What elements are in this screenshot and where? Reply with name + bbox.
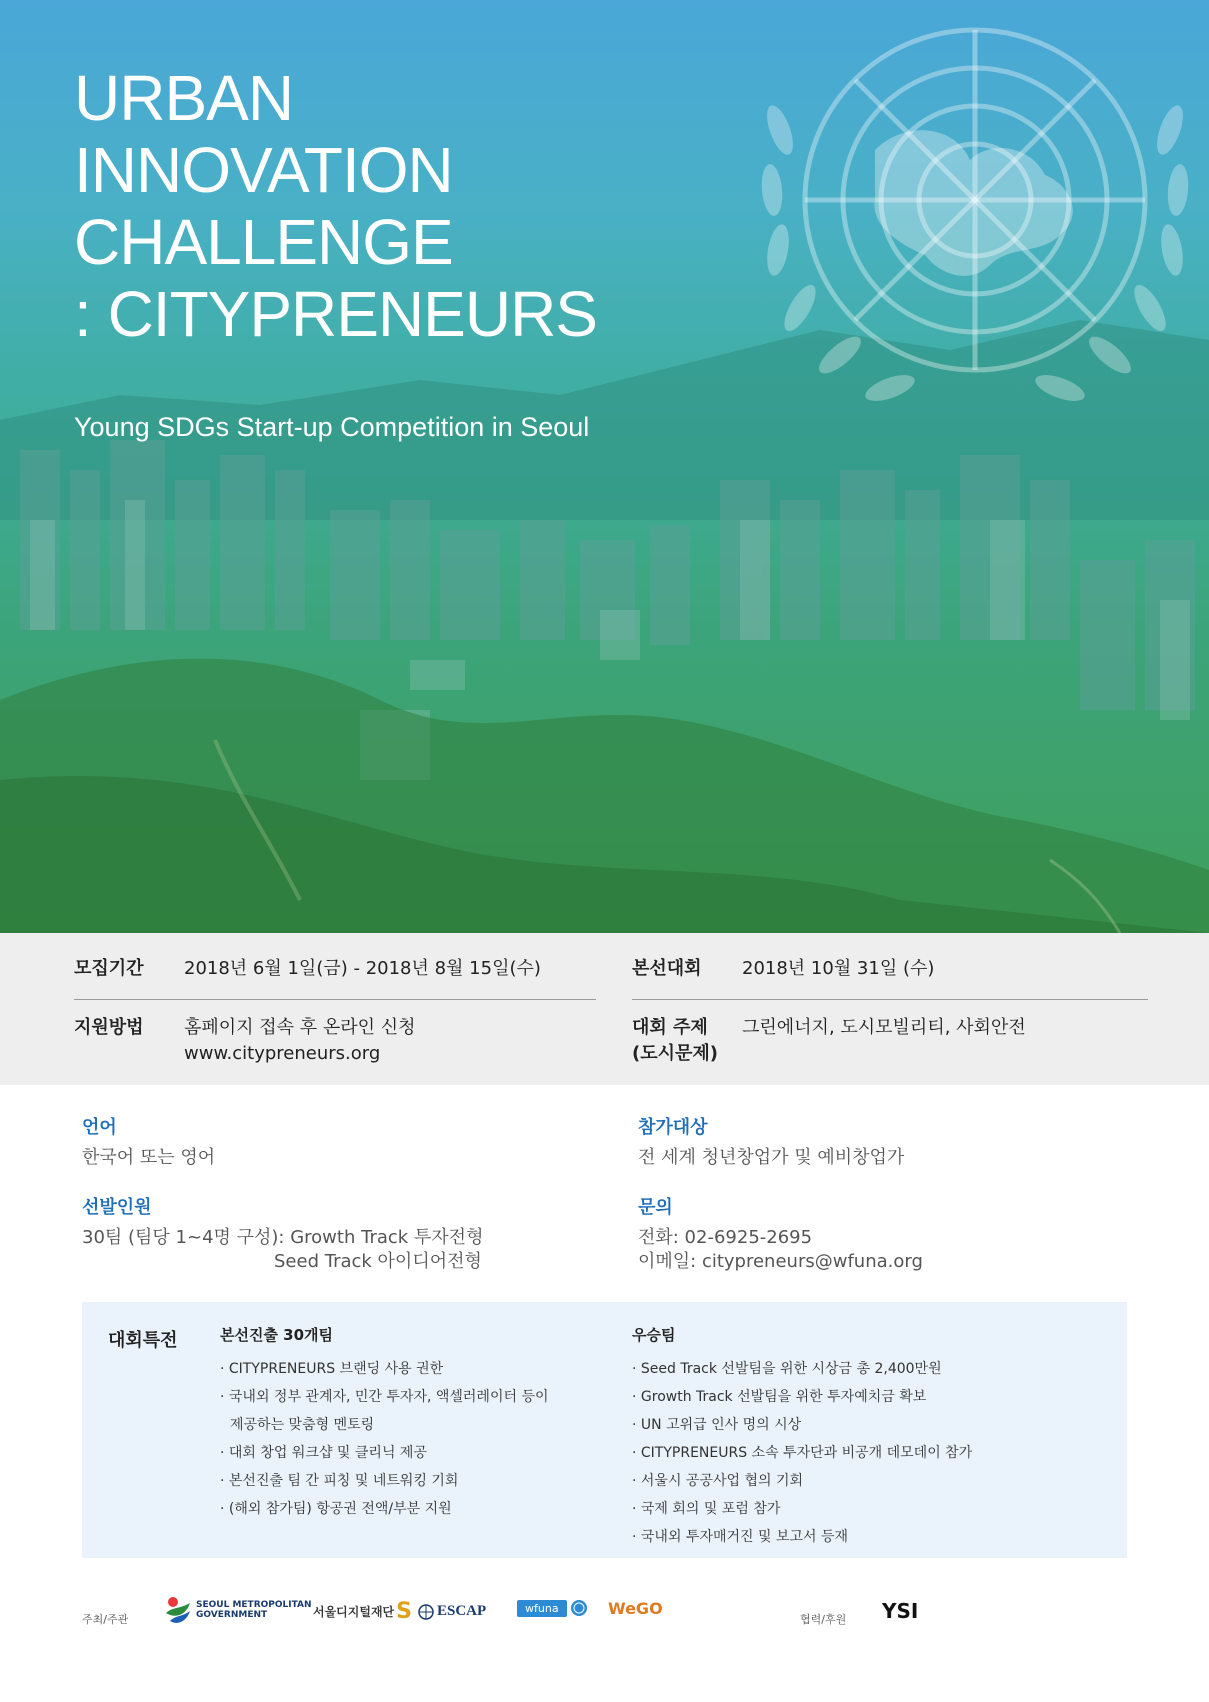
hero-title-line-2: INNOVATION — [74, 134, 453, 206]
final-event-label: 본선대회 — [632, 958, 702, 979]
language-text: 한국어 또는 영어 — [82, 1147, 216, 1168]
wego-logo — [608, 1599, 663, 1618]
wfuna-logo-text: wfuna — [517, 1600, 567, 1617]
wfuna-logo — [517, 1599, 588, 1617]
contact-phone[interactable]: 전화: 02-6925-2695 — [638, 1227, 813, 1248]
hero-title-line-4: : CITYPRENEURS — [74, 278, 597, 350]
contact-heading: 문의 — [638, 1197, 673, 1218]
finalists-benefits — [220, 1324, 549, 1523]
theme-row — [632, 1015, 1026, 1067]
list-item: · Growth Track 선발팀을 위한 투자예치금 확보 — [632, 1389, 927, 1405]
list-item: · 국내외 투자매거진 및 보고서 등재 — [632, 1529, 849, 1545]
ysi-logo-text: YSI — [882, 1599, 919, 1623]
theme-label-line-1: 대회 주제 — [632, 1017, 708, 1038]
seoul-government-logo — [164, 1595, 312, 1625]
wfuna-globe-icon — [570, 1599, 588, 1617]
hero-title-line-1: URBAN — [74, 62, 294, 134]
list-item: · 국제 회의 및 포럼 참가 — [632, 1501, 781, 1517]
apply-method-row — [74, 1015, 416, 1067]
selection-line-2: Seed Track 아이디어전형 — [274, 1251, 482, 1272]
list-item: · (해외 참가팀) 항공권 전액/부분 지원 — [220, 1501, 452, 1517]
list-item: · CITYPRENEURS 소속 투자단과 비공개 데모데이 참가 — [632, 1445, 973, 1461]
seoul-digital-foundation-logo — [313, 1599, 412, 1624]
finalists-title: 본선진출 30개팀 — [220, 1326, 334, 1344]
list-item: 제공하는 맞춤형 멘토링 — [230, 1417, 375, 1433]
list-item: · UN 고위급 인사 명의 시상 — [632, 1417, 802, 1433]
list-item: · Seed Track 선발팀을 위한 시상금 총 2,400만원 — [632, 1361, 942, 1377]
escap-logo-text: ESCAP — [437, 1603, 487, 1619]
winners-title: 우승팀 — [632, 1326, 676, 1344]
apply-method-label: 지원방법 — [74, 1017, 144, 1038]
seoul-logo-line-2: GOVERNMENT — [196, 1610, 268, 1620]
theme-label — [632, 1015, 742, 1067]
final-event-row — [632, 956, 934, 982]
eligibility-heading: 참가대상 — [638, 1117, 708, 1138]
seoul-symbol-icon — [164, 1595, 192, 1625]
un-emblem-icon — [740, 10, 1209, 480]
wego-logo-text: WeGO — [608, 1599, 663, 1618]
recruit-period-value: 2018년 6월 1일(금) - 2018년 8월 15일(수) — [184, 958, 541, 979]
escap-logo — [418, 1603, 486, 1620]
sdf-s-icon: S — [396, 1599, 413, 1624]
list-item: · 본선진출 팀 간 피칭 및 네트워킹 기회 — [220, 1473, 459, 1489]
list-item: · CITYPRENEURS 브랜딩 사용 권한 — [220, 1361, 444, 1377]
divider-right — [632, 999, 1148, 1000]
hosts-label: 주최/주관 — [82, 1613, 129, 1626]
list-item: · 국내외 정부 관계자, 민간 투자자, 액셀러레이터 등이 — [220, 1389, 549, 1405]
winners-benefits — [632, 1324, 972, 1551]
list-item: · 서울시 공공사업 협의 기회 — [632, 1473, 804, 1489]
un-small-emblem-icon — [418, 1604, 434, 1620]
sdf-logo-text: 서울디지털재단 — [313, 1604, 395, 1619]
divider-left — [74, 999, 596, 1000]
language-heading: 언어 — [82, 1117, 117, 1138]
benefits-box — [82, 1302, 1127, 1558]
apply-method-value: 홈페이지 접속 후 온라인 신청 — [184, 1017, 416, 1038]
ysi-logo — [882, 1599, 918, 1623]
recruit-period-label: 모집기간 — [74, 958, 144, 979]
seoul-logo-line-1: SEOUL METROPOLITAN — [196, 1600, 312, 1610]
hero-title-line-3: CHALLENGE — [74, 206, 453, 278]
list-item: · 대회 창업 워크샵 및 클리닉 제공 — [220, 1445, 427, 1461]
benefits-title: 대회특전 — [108, 1330, 178, 1351]
eligibility-text: 전 세계 청년창업가 및 예비창업가 — [638, 1147, 905, 1168]
hero-title — [74, 62, 597, 350]
selection-heading: 선발인원 — [82, 1197, 152, 1218]
key-info-band — [0, 933, 1209, 1085]
selection-line-1: 30팀 (팀당 1~4명 구성): Growth Track 투자전형 — [82, 1227, 484, 1248]
hero-subtitle: Young SDGs Start-up Competition in Seoul — [74, 412, 590, 442]
sponsor-footer — [0, 1585, 1209, 1645]
final-event-value: 2018년 10월 31일 (수) — [742, 958, 935, 979]
recruit-period-row — [74, 956, 541, 982]
apply-method-url[interactable]: www.citypreneurs.org — [184, 1043, 381, 1064]
partners-label: 협력/후원 — [800, 1613, 847, 1626]
contact-email[interactable]: 이메일: citypreneurs@wfuna.org — [638, 1251, 923, 1272]
theme-label-line-2: (도시문제) — [632, 1043, 719, 1064]
theme-value: 그린에너지, 도시모빌리티, 사회안전 — [742, 1017, 1026, 1038]
